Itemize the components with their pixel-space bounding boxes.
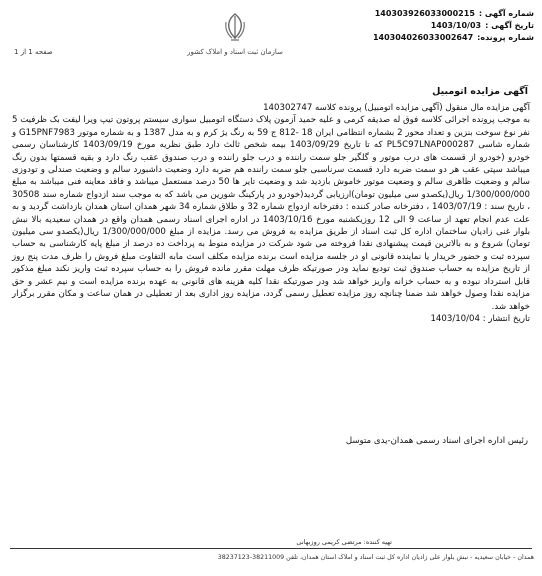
page-indicator: صفحه 1 از 1: [14, 48, 53, 56]
org-name: سازمان ثبت اسناد و املاک کشور: [187, 48, 283, 56]
signature: رئیس اداره اجرای اسناد رسمی همدان-یدی متوسل: [345, 436, 528, 446]
iran-emblem-icon: [221, 12, 249, 42]
footer-divider: [10, 548, 532, 549]
notice-paragraph-details: به موجب پرونده اجرائی کلاسه فوق له صدیقه کرمی و علیه حمید آزمون پلاک دستگاه اتومبیل سواری سیستم پروتون تیپ ویرا لیفت بک ظرفیت 5 نفر نوع سوخت بنزین و تعداد محور 2 بشماره انتظامی ایران 18 -812 ج 59 به رنگ یژ کرم و به مدل 1387 و به شماره موتور G15PNF7983 و شماره شاسی PL5C97LNAP000287 كه تا تاریخ 1403/09/29 بیمه شخص ثالث دارد طبق نظریه مورخ 1403/09/19 كارشناسان رسمی خودرو (خودرو از قسمت های درب موتور و گلگیر جلو سمت راننده و درب جلو راننده و درب صندوق عقب رنگ دارد و بقیه قسمتها بدون رنگ میباشد سپتی عقب هر دو سمت ضربه دارد قسمت سرناسبی جلو سمت راننده هم ضربه دارد وضعیت داشبورد سالم و وضعیت صندلی و تودوزی سالم و وضعیت ظاهری سالم و وضعیت موتور خاموش بازدید شد و وضعیت تایر ها 50 درصد مستعمل میباشد و فاقد معاینه فنی میباشد به مبلغ 1/300/000/000 ریال(یکصدو سی میلیون تومان)ارزیابی گردید(خودرو در پارکینگ شورین می باشد که به موجب سند ازدواج شماره سند 30508 ، تاریخ سند : 1403/07/19 ، دفترخانه صادر کننده : دفترخانه ازدواج شماره 32 و طلاق شماره 34 شهر همدان استان همدان بازداشت گردید و به علت عدم انجام تعهد از ساعت 9 الی 12 روزیکشنبه مورخ 1403/10/16 در اداره اجرای اسناد رسمی همدان واقع در همدان سعیدیه بالا نبش بلوار غنی زادیان ساختمان اداره کل ثبت اسناد از طریق مزایده به فروش می رسد. مزایده از مبلغ 1/300/000/000 ریال(یکصدو سی میلیون تومان) شروع و به بالاترین قیمت پیشنهادی نقدا فروخته می شود شرکت در مزایده منوط به پرداخت ده درصد از مبلغ پایه کارشناسی به حساب سپرده ثبت و حضور خریدار یا نماینده قانونی او در جلسه مزایده است برنده مزایده مکلف است مابه التفاوت مبلغ فروش را ظرف مدت پنج روز از تاریخ مزایده به حساب صندوق ثبت توديع نمايد ودر صورتيكه ظرف مهلت مقرر مانده فروش را به حساب سپرده ثبت واريز نكند مبلغ مذكور قابل استرداد نبوده و به حساب خزانه واريز خواهد شد ودر صورتيكه نقدا كليه هزينه هاى قانونى به عهده برنده مزايده است و نيم عشر و حق مزايده نقدا وصول خواهد شد ضمنا چنانچه روز مزايده تعطيل رسمى گردد، مزايده روز ادارى بعد از تعطيلى در همان ساعت و مكان مقرر برگزار خواهد شد.: [12, 115, 531, 312]
notice-body: [12, 102, 530, 325]
notice-number-label: شماره آگهی :: [478, 9, 534, 18]
footer-address: همدان - خیابان سعیدیه - نبش بلوار علی زادیان اداره کل ثبت اسناد و املاک استان همدان، تلفن 38211009-38237123: [217, 554, 534, 561]
notice-paragraph-case: آگهی مزایده مال منقول (آگهی مزایده اتومبیل) پرونده کلاسه 140302747: [263, 103, 530, 113]
file-number-value: 140304026033002647: [372, 33, 474, 42]
notice-date-label: تاریخ آگهی :: [485, 21, 534, 30]
notice-number-value: 140303926033000215: [374, 9, 475, 18]
file-number-label: شماره پرونده:: [477, 33, 534, 42]
prepared-by: تهیه کننده: مرتضی کریمی روزبهانی: [296, 538, 392, 546]
notice-date-value: 1403/10/03: [430, 21, 482, 30]
notice-paragraph-publish-date: تاریخ انتشار : 1403/10/04: [430, 313, 530, 324]
org-logo: [180, 12, 290, 72]
notice-title: آگهی مزایده اتومبیل: [432, 86, 528, 97]
